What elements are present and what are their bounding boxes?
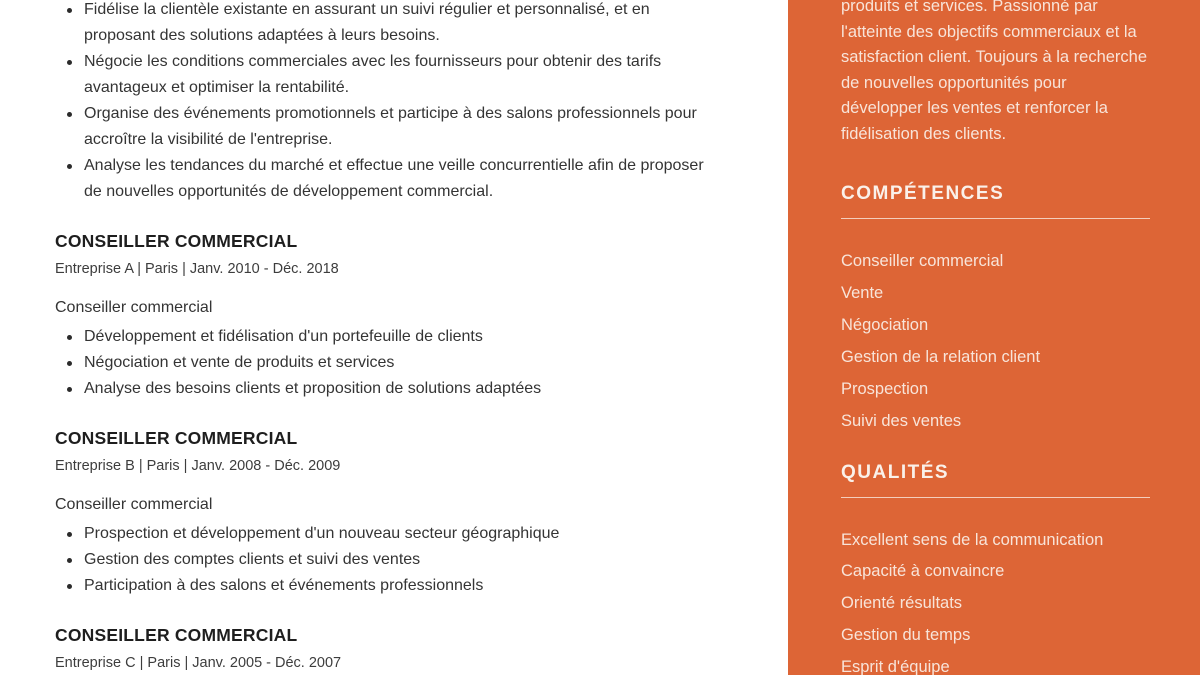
job-intro: Conseiller commercial bbox=[55, 496, 213, 513]
job-title: CONSEILLER COMMERCIAL bbox=[55, 625, 298, 645]
competences-list bbox=[841, 245, 1150, 437]
bullet-item: Négociation et vente de produits et services bbox=[55, 350, 709, 376]
job-bullets bbox=[55, 324, 728, 402]
qualite-item: Excellent sens de la communication bbox=[841, 530, 1104, 549]
experience-top-bullets bbox=[55, 0, 728, 205]
job-intro: Conseiller commercial bbox=[55, 299, 213, 316]
job-bullets bbox=[55, 521, 728, 599]
experience-section bbox=[55, 625, 728, 672]
competence-item: Prospection bbox=[841, 379, 929, 398]
job-meta: Entreprise B | Paris | Janv. 2008 - Déc. 2009 bbox=[55, 458, 341, 474]
qualites-list bbox=[841, 525, 1150, 675]
job-meta: Entreprise A | Paris | Janv. 2010 - Déc. 2018 bbox=[55, 261, 339, 277]
sidebar bbox=[788, 0, 1200, 675]
experience-section bbox=[55, 428, 728, 599]
bullet-item: Négocie les conditions commerciales avec les fournisseurs pour obtenir des tarifs avantageux et optimiser la rentabilité. bbox=[55, 49, 709, 101]
experience-sections bbox=[55, 231, 728, 672]
bullet-item: Développement et fidélisation d'un portefeuille de clients bbox=[55, 324, 709, 350]
bullet-item: Fidélise la clientèle existante en assurant un suivi régulier et personnalisé, et en proposant des solutions adaptées à leurs besoins. bbox=[55, 0, 709, 49]
job-meta: Entreprise C | Paris | Janv. 2005 - Déc. 2007 bbox=[55, 655, 342, 671]
bullet-item: Prospection et développement d'un nouveau secteur géographique bbox=[55, 521, 709, 547]
bullet-item: Participation à des salons et événements professionnels bbox=[55, 573, 709, 599]
competence-item: Gestion de la relation client bbox=[841, 347, 1041, 366]
job-title: CONSEILLER COMMERCIAL bbox=[55, 231, 298, 251]
qualite-item: Gestion du temps bbox=[841, 625, 971, 644]
qualite-item: Capacité à convaincre bbox=[841, 562, 1005, 581]
competences-divider bbox=[841, 218, 1150, 219]
competence-item: Suivi des ventes bbox=[841, 411, 962, 430]
qualites-heading: QUALITÉS bbox=[841, 461, 950, 483]
qualites-divider bbox=[841, 497, 1150, 498]
competences-heading: COMPÉTENCES bbox=[841, 182, 1005, 204]
bullet-item: Organise des événements promotionnels et participe à des salons professionnels pour accroître la visibilité de l'entreprise. bbox=[55, 101, 709, 153]
bullet-item: Gestion des comptes clients et suivi des ventes bbox=[55, 547, 709, 573]
bullet-item: Analyse des besoins clients et proposition de solutions adaptées bbox=[55, 376, 709, 402]
experience-section bbox=[55, 231, 728, 402]
job-title: CONSEILLER COMMERCIAL bbox=[55, 428, 298, 448]
competence-item: Négociation bbox=[841, 315, 929, 334]
profile-text: produits et services. Passionné par l'atteinte des objectifs commerciaux et la satisfaction client. Toujours à la recherche de nouvelles opportunités pour développer les ventes et renforcer la fidélisation des clients. bbox=[841, 0, 1148, 143]
bullet-item: Analyse les tendances du marché et effectue une veille concurrentielle afin de proposer de nouvelles opportunités de développement commercial. bbox=[55, 153, 709, 205]
qualite-item: Esprit d'équipe bbox=[841, 657, 950, 675]
competence-item: Vente bbox=[841, 283, 884, 302]
qualite-item: Orienté résultats bbox=[841, 594, 963, 613]
competence-item: Conseiller commercial bbox=[841, 251, 1004, 270]
